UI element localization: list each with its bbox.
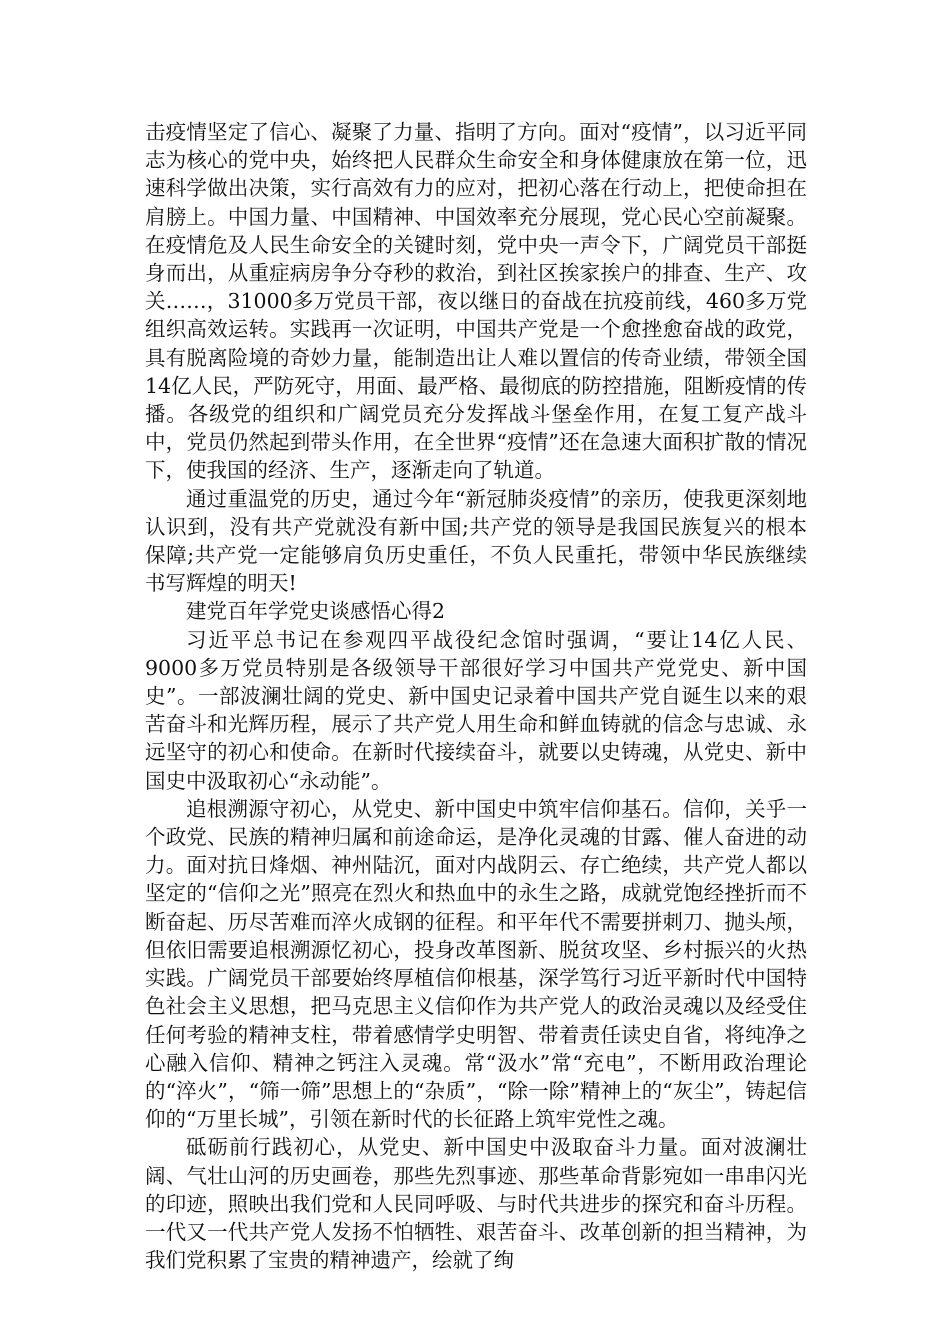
body-paragraph-5: 砥砺前行践初心，从党史、新中国史中汲取奋斗力量。面对波澜壮阔、气壮山河的历史画卷，那些先烈事迹、那些革命背影宛如一串串闪光的印迹，照映出我们党和人民同呼吸、与时代共进步的探究和奋斗历程。一代又一代共产党人发扬不怕牺牲、艰苦奋斗、改革创新的担当精神，为我们党积累了宝贵的精神遗产，绘就了绚 <box>145 1135 807 1273</box>
body-paragraph-4: 追根溯源守初心，从党史、新中国史中筑牢信仰基石。信仰，关乎一个政党、民族的精神归属和前途命运，是净化灵魂的甘露、催人奋进的动力。面对抗日烽烟、神州陆沉，面对内战阴云、存亡绝续，共产党人都以坚定的“信仰之光”照亮在烈火和热血中的永生之路，成就党饱经挫折而不断奋起、历尽苦难而淬火成钢的征程。和平年代不需要拼刺刀、抛头颅，但依旧需要追根溯源忆初心，投身改革图新、脱贫攻坚、乡村振兴的火热实践。广阔党员干部要始终厚植信仰根基，深学笃行习近平新时代中国特色社会主义思想，把马克思主义信仰作为共产党人的政治灵魂以及经受住任何考验的精神支柱，带着感情学史明智、带着责任读史自省，将纯净之心融入信仰、精神之钙注入灵魂。常“汲水”常“充电”，不断用政治理论的“淬火”，“筛一筛”思想上的“杂质”，“除一除”精神上的“灰尘”，铸起信仰的“万里长城”，引领在新时代的长征路上筑牢党性之魂。 <box>145 796 807 1132</box>
body-paragraph-2: 通过重温党的历史，通过今年“新冠肺炎疫情”的亲历，使我更深刻地认识到，没有共产党就没有新中国;共产党的领导是我国民族复兴的根本保障;共产党一定能够肩负历史重任，不负人民重托，带领中华民族继续书写辉煌的明天! <box>145 486 807 596</box>
section-heading: 建党百年学党史谈感悟心得2 <box>186 599 446 624</box>
body-paragraph-1: 击疫情坚定了信心、凝聚了力量、指明了方向。面对“疫情”，以习近平同志为核心的党中央，始终把人民群众生命安全和身体健康放在第一位，迅速科学做出决策，实行高效有力的应对，把初心落在行动上，把使命担在肩膀上。中国力量、中国精神、中国效率充分展现，党心民心空前凝聚。在疫情危及人民生命安全的关键时刻，党中央一声令下，广阔党员干部挺身而出，从重症病房争分夺秒的救治，到社区挨家挨户的排查、生产、攻关……，31000多万党员干部，夜以继日的奋战在抗疫前线，460多万党组织高效运转。实践再一次证明，中国共产党是一个愈挫愈奋战的政党，具有脱离险境的奇妙力量，能制造出让人难以置信的传奇业绩，带领全国14亿人民，严防死守，用面、最严格、最彻底的防控措施，阻断疫情的传播。各级党的组织和广阔党员充分发挥战斗堡垒作用，在复工复产战斗中，党员仍然起到带头作用，在全世界“疫情”还在急速大面积扩散的情况下，使我国的经济、生产，逐渐走向了轨道。 <box>145 120 807 483</box>
document-page <box>145 118 807 1274</box>
body-paragraph-3: 习近平总书记在参观四平战役纪念馆时强调，“要让14亿人民、9000多万党员特别是各级领导干部很好学习中国共产党党史、新中国史”。一部波澜壮阔的党史、新中国史记录着中国共产党自诞生以来的艰苦奋斗和光辉历程，展示了共产党人用生命和鲜血铸就的信念与忠诚、永远坚守的初心和使命。在新时代接续奋斗，就要以史铸魂，从党史、新中国史中汲取初心“永动能”。 <box>145 627 807 793</box>
